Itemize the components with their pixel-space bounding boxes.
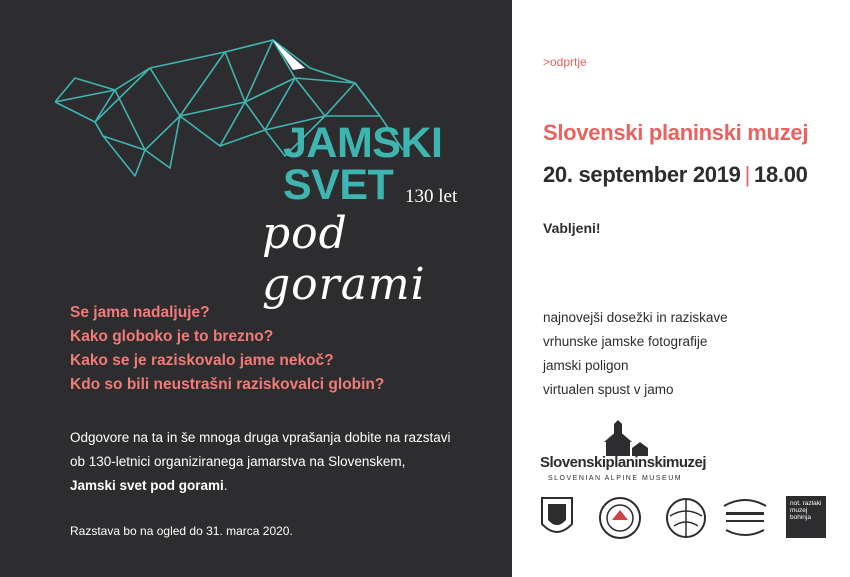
exhibition-until: Razstava bo na ogled do 31. marca 2020. — [70, 524, 293, 538]
exhibition-name: Jamski svet pod gorami — [70, 478, 224, 493]
title-svet: SVET — [283, 161, 394, 209]
feature-item: najnovejši dosežki in raziskave — [543, 310, 728, 325]
event-datetime — [543, 162, 808, 188]
date-time-separator: | — [744, 162, 751, 187]
description — [70, 426, 490, 498]
venue-name: Slovenski planinski muzej — [543, 120, 809, 145]
feature-list — [543, 306, 728, 402]
question-item: Kako globoko je to brezno? — [70, 328, 274, 345]
event-time: 18.00 — [754, 162, 808, 187]
partner-dark-logo: not. razlaki muzej bohinja — [786, 496, 826, 538]
partner-logos — [538, 496, 838, 546]
question-list — [70, 301, 384, 397]
feature-item: virtualen spust v jamo — [543, 382, 674, 397]
feature-item: jamski poligon — [543, 358, 629, 373]
question-item: Kdo so bili neustrašni raziskovalci globin? — [70, 376, 385, 393]
question-item: Kako se je raziskovalo jame nekoč? — [70, 352, 334, 369]
description-line — [70, 474, 490, 498]
question-item: Se jama nadaljuje? — [70, 304, 210, 321]
museum-logo — [540, 420, 707, 490]
years-label: 130 let — [405, 186, 458, 207]
opening-tag: >odprtje — [543, 55, 587, 69]
description-period: . — [223, 478, 228, 493]
description-line: Odgovore na ta in še mnoga druga vprašanja dobite na razstavi — [70, 430, 451, 445]
title-jamski: JAMSKI — [283, 119, 443, 167]
description-line: ob 130-letnici organiziranega jamarstva na Slovenskem, — [70, 454, 406, 469]
feature-item: vrhunske jamske fotografije — [543, 334, 708, 349]
partner-globe-icon — [664, 496, 708, 540]
invitation-text: Vabljeni! — [543, 220, 601, 236]
museum-sub: SLOVENIAN ALPINE MUSEUM — [548, 475, 683, 482]
museum-wordmark: Slovenskiplaninskimuzej — [540, 454, 707, 471]
event-date: 20. september 2019 — [543, 162, 741, 187]
partner-shield-icon — [540, 496, 574, 540]
partner-museum-icon — [720, 496, 770, 540]
right-panel — [512, 0, 850, 577]
partner-circle-icon — [598, 496, 642, 540]
subtitle-script: pod gorami — [262, 208, 426, 310]
